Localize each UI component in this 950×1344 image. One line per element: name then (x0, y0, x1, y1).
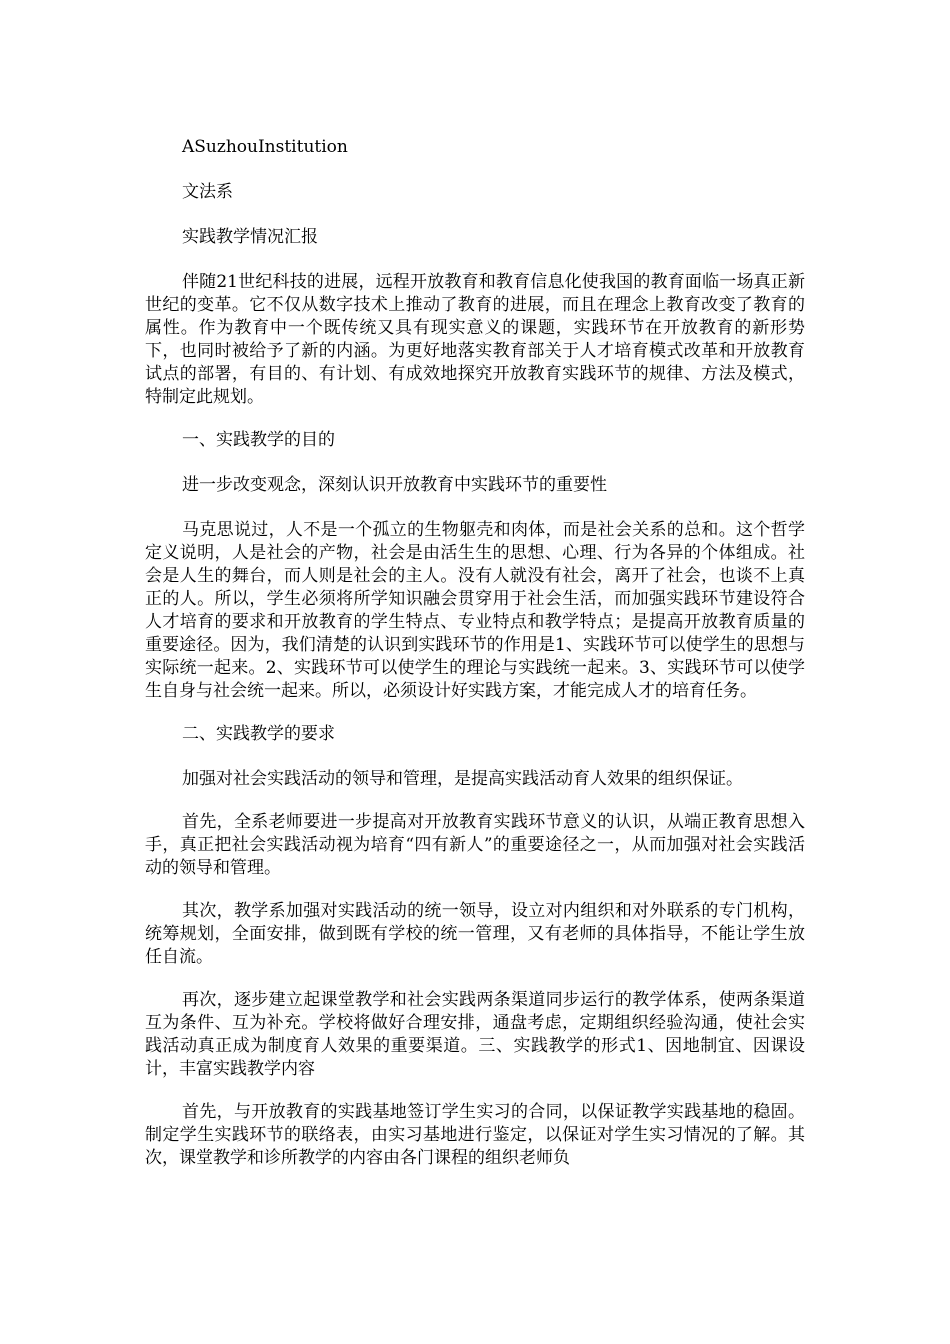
subheading-1: 进一步改变观念，深刻认识开放教育中实践环节的重要性 (182, 475, 607, 495)
body-paragraph-4: 其次，教学系加强对实践活动的统一领导，设立对内组织和对外联系的专门机构，统筹规划，全面安排，做到既有学校的统一管理，又有老师的具体指导，不能让学生放任自流。 (145, 901, 805, 967)
body-paragraph-5: 再次，逐步建立起课堂教学和社会实践两条渠道同步运行的教学体系，使两条渠道互为条件、互为补充。学校将做好合理安排，通盘考虑，定期组织经验沟通，使社会实践活动真正成为制度育人效果的重要渠道。三、实践教学的形式1、因地制宜、因课设计，丰富实践教学内容 (145, 990, 805, 1079)
section-heading-1: 一、实践教学的目的 (182, 430, 335, 450)
body-paragraph-3: 首先，全系老师要进一步提高对开放教育实践环节意义的认识，从端正教育思想入手，真正把社会实践活动视为培育“四有新人”的重要途径之一，从而加强对社会实践活动的领导和管理。 (145, 812, 805, 878)
body-paragraph-2: 加强对社会实践活动的领导和管理，是提高实践活动育人效果的组织保证。 (182, 769, 743, 789)
department-name: 文法系 (182, 182, 233, 202)
intro-paragraph: 伴随21世纪科技的进展，远程开放教育和教育信息化使我国的教育面临一场真正新世纪的变革。它不仅从数字技术上推动了教育的进展，而且在理念上教育改变了教育的属性。作为教育中一个既传统又具有现实意义的课题，实践环节在开放教育的新形势下，也同时被给予了新的内涵。为更好地落实教育部关于人才培育模式改革和开放教育试点的部署，有目的、有计划、有成效地探究开放教育实践环节的规律、方法及模式，特制定此规划。 (145, 272, 805, 407)
body-paragraph-6: 首先，与开放教育的实践基地签订学生实习的合同，以保证教学实践基地的稳固。制定学生实践环节的联络表，由实习基地进行鉴定，以保证对学生实习情况的了解。其次，课堂教学和诊所教学的内容由各门课程的组织老师负 (145, 1102, 805, 1168)
body-paragraph-1: 马克思说过，人不是一个孤立的生物躯壳和肉体，而是社会关系的总和。这个哲学定义说明，人是社会的产物，社会是由活生生的思想、心理、行为各异的个体组成。社会是人生的舞台，而人则是社会的主人。没有人就没有社会，离开了社会，也谈不上真正的人。所以，学生必须将所学知识融会贯穿用于社会生活，而加强实践环节建设符合人才培育的要求和开放教育的学生特点、专业特点和教学特点；是提高开放教育质量的重要途径。因为，我们清楚的认识到实践环节的作用是1、实践环节可以使学生的思想与实际统一起来。2、实践环节可以使学生的理论与实践统一起来。3、实践环节可以使学生自身与社会统一起来。所以，必须设计好实践方案，才能完成人才的培育任务。 (145, 520, 805, 701)
document-body (145, 136, 805, 1190)
report-title: 实践教学情况汇报 (182, 227, 318, 247)
section-heading-2: 二、实践教学的要求 (182, 724, 335, 744)
institution-name: ASuzhouInstitution (182, 137, 348, 157)
